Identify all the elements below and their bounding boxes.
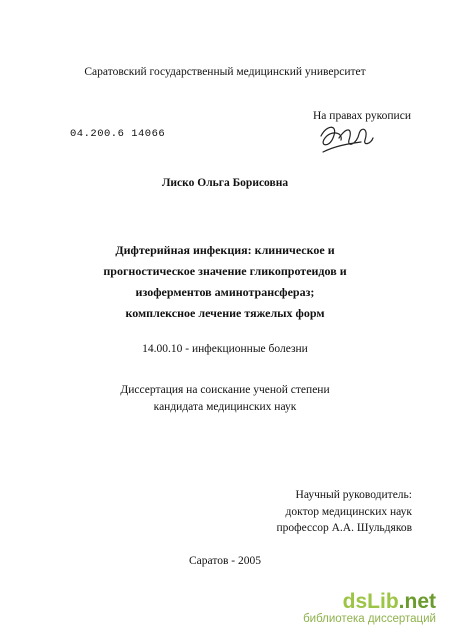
university-name: Саратовский государственный медицинский университет xyxy=(84,66,366,78)
city-year: Саратов - 2005 xyxy=(189,555,261,567)
manuscript-rights-label: На правах рукописи xyxy=(313,110,411,122)
catalog-code: 04.200.6 14066 xyxy=(70,128,166,140)
watermark-brand-domain: .net xyxy=(398,590,436,613)
degree-line: кандидата медицинских наук xyxy=(153,401,297,413)
dissertation-title xyxy=(0,240,450,324)
supervisor-line: Научный руководитель: xyxy=(295,489,412,501)
supervisor-line: доктор медицинских наук xyxy=(285,505,412,518)
title-line: прогностическое значение гликопротеидов и xyxy=(103,264,347,278)
watermark-brand xyxy=(303,592,436,612)
dissertation-degree xyxy=(0,382,450,416)
author-name: Лиско Ольга Борисовна xyxy=(161,177,289,189)
specialty-code: 14.00.10 - инфекционные болезни xyxy=(142,343,308,355)
supervisor-block xyxy=(277,487,412,537)
handwritten-signature-icon xyxy=(317,118,375,158)
title-line: изоферментов аминотрансфераз; xyxy=(135,285,315,299)
watermark xyxy=(303,592,436,626)
watermark-subtitle: библиотека диссертаций xyxy=(303,613,436,625)
title-line: Дифтерийная инфекция: клиническое и xyxy=(115,243,335,257)
degree-line: Диссертация на соискание ученой степени xyxy=(120,384,330,396)
supervisor-line: профессор А.А. Шульдяков xyxy=(276,522,412,534)
watermark-brand-main: dsLib xyxy=(342,590,399,613)
title-line: комплексное лечение тяжелых форм xyxy=(125,306,325,320)
